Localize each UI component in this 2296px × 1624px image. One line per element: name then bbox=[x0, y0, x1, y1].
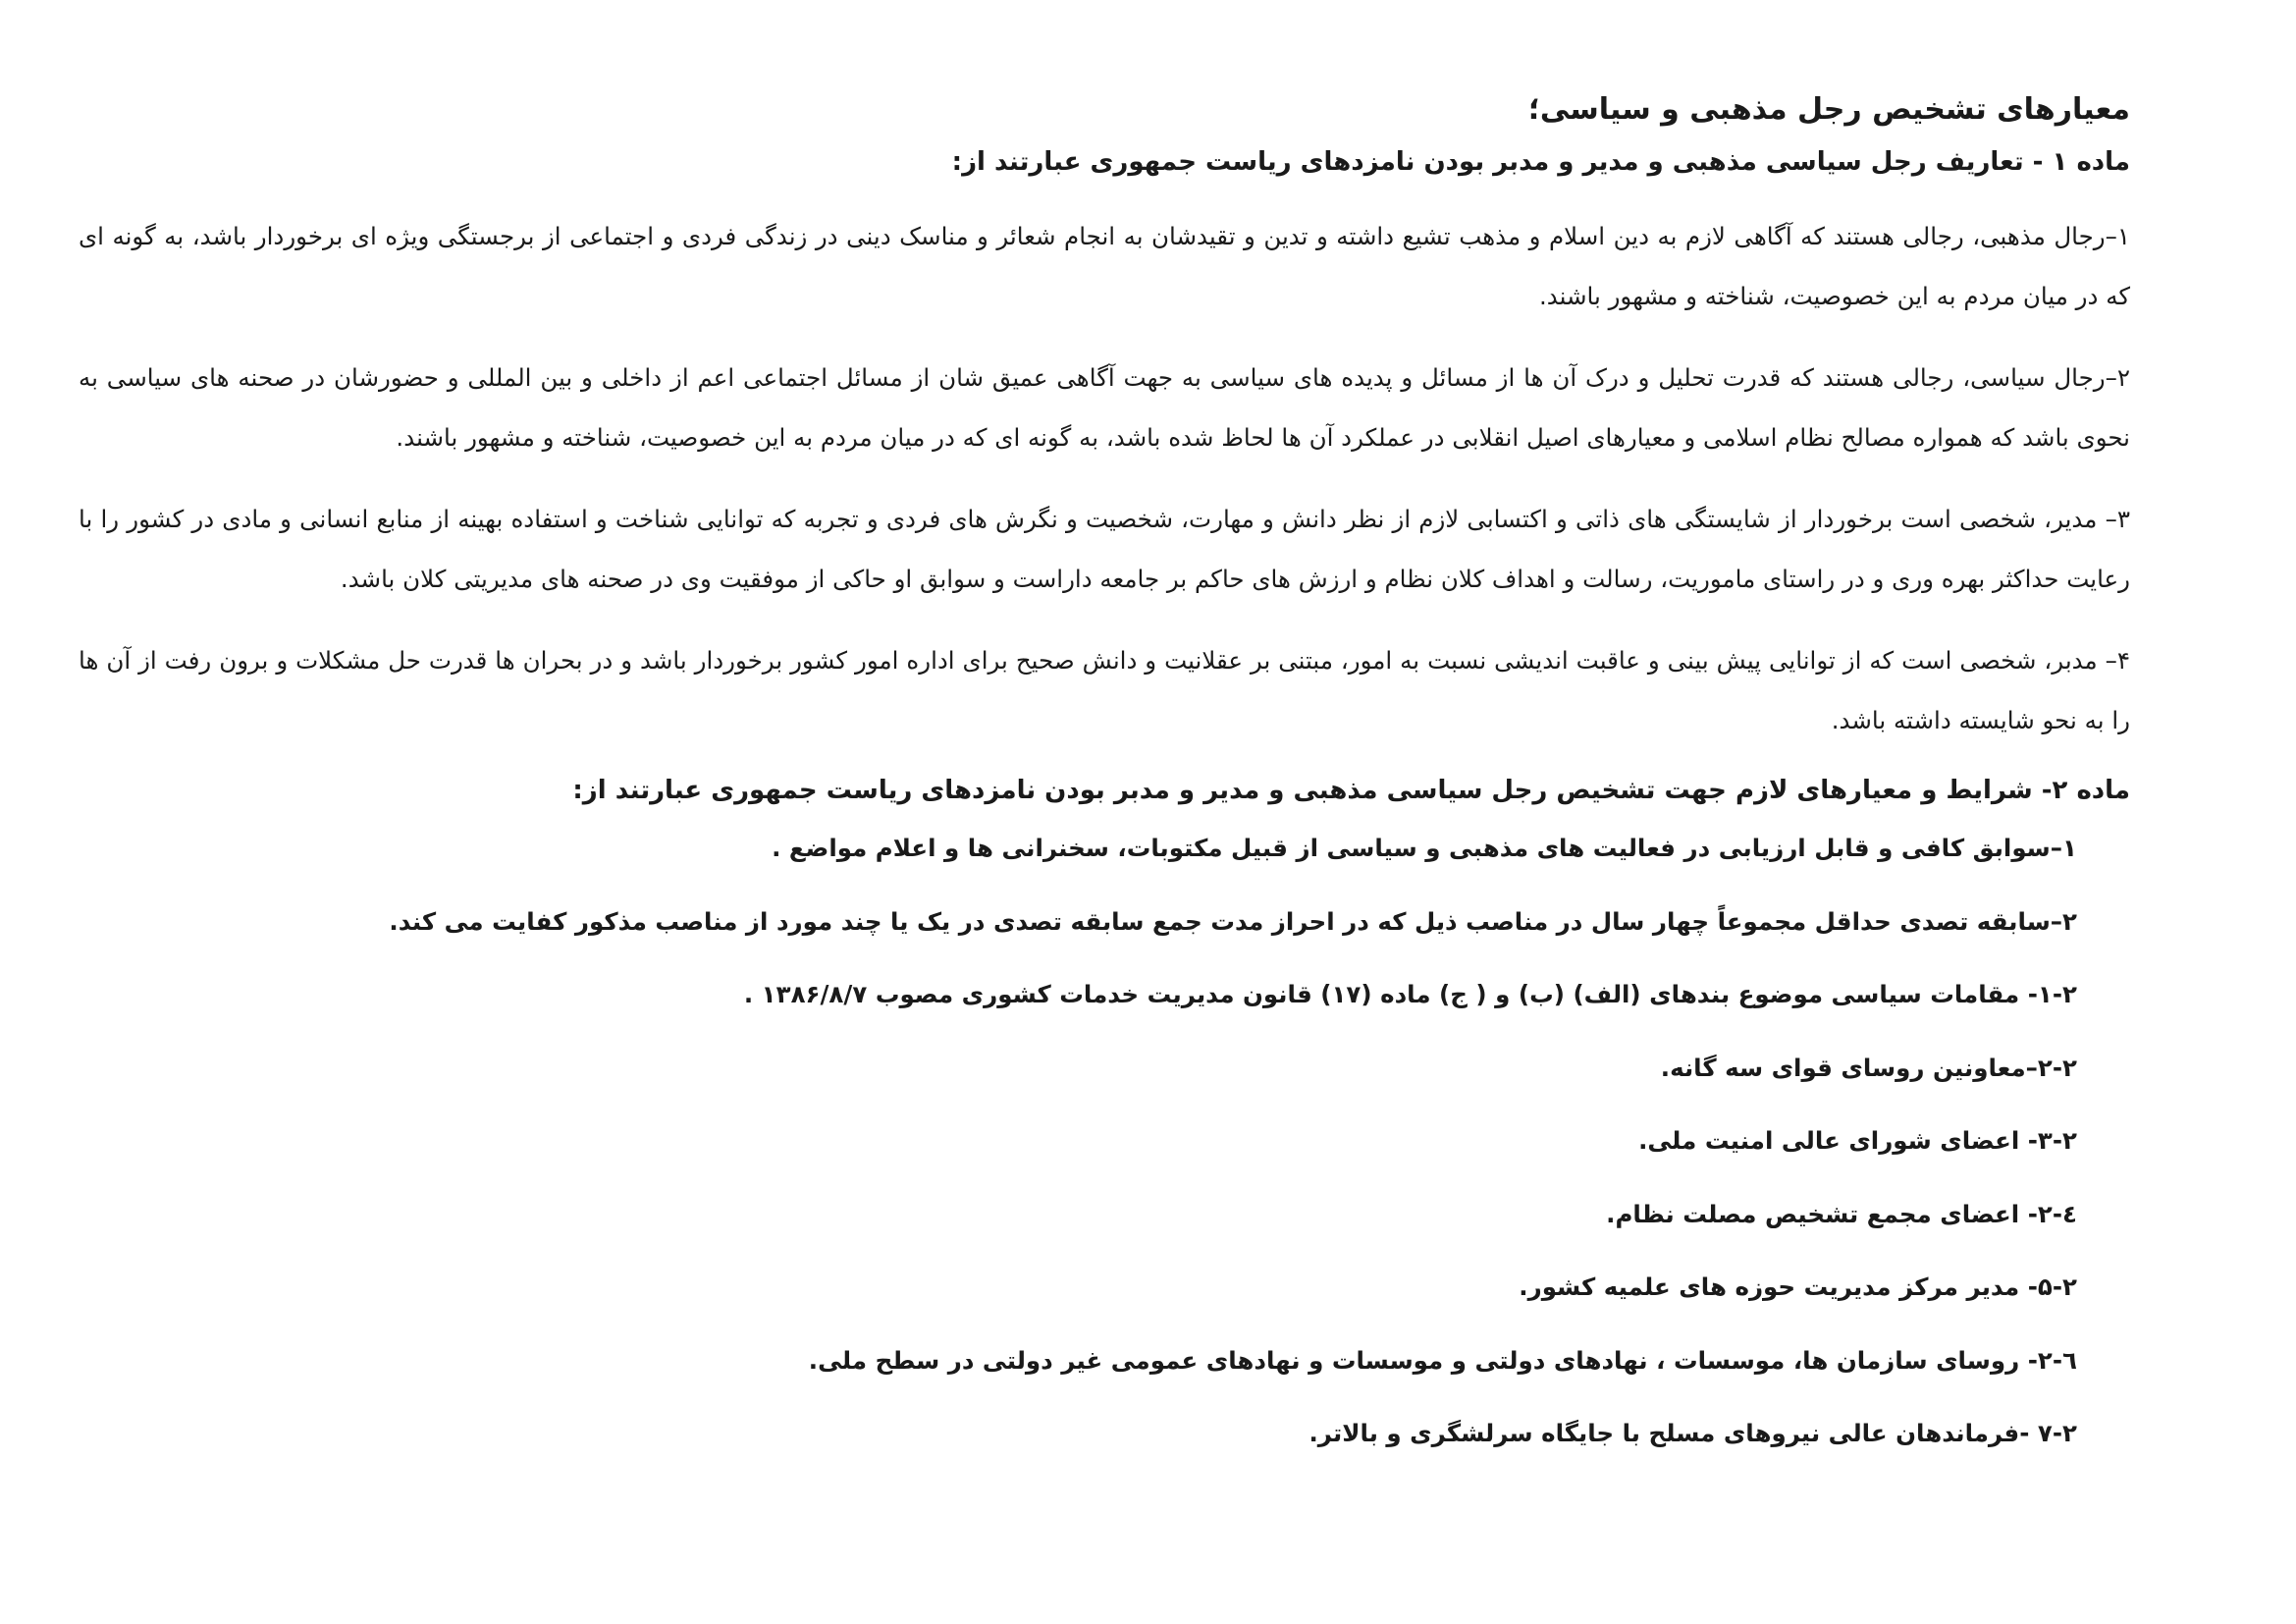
article-2-item: ٦-۲- روسای سازمان ها، موسسات ، نهادهای دولتی و موسسات و نهادهای عمومی غیر دولتی در سطح ملی. bbox=[808, 1345, 2077, 1375]
article-2-item: ۱-۲- مقامات سیاسی موضوع بندهای (الف) (ب) و ( ج) ماده (۱۷) قانون مدیریت خدمات کشوری مصوب ۱۳۸۶/۸/۷ . bbox=[743, 980, 2077, 1008]
article-1-paragraph-4: ۴– مدبر، شخصی است که از توانایی پیش بینی و عاقبت اندیشی نسبت به امور، مبتنی بر عقلانیت و دانش صحیح برای اداره امور کشور برخوردار باشد و در بحران ها قدرت حل مشکلات و برون رفت از آن ها را به نحو شایسته داشته باشد. bbox=[79, 646, 2130, 734]
article-1-paragraph-2: ۲–رجال سیاسی، رجالی هستند که قدرت تحلیل و درک آن ها از مسائل و پدیده های سیاسی به جهت آگاهی عمیق شان از مسائل اجتماعی اعم از داخلی و بین المللی و حضورشان در صحنه های سیاسی به نحوی باشد که همواره مصالح نظام اسلامی و معیارهای اصیل انقلابی در عملکرد آن ها لحاظ شده باشد، به گونه ای که در میان مردم به این خصوصیت، شناخته و مشهور باشند. bbox=[79, 363, 2130, 452]
article-2-item: ۲-۲–معاونین روسای قوای سه گانه. bbox=[1660, 1053, 2077, 1082]
document-title: معیارهای تشخیص رجل مذهبی و سیاسی؛ bbox=[1527, 92, 2130, 127]
article-2-item: ۳-۲- اعضای شورای عالی امنیت ملی. bbox=[1638, 1126, 2077, 1155]
article-2-item: ٤-۲- اعضای مجمع تشخیص مصلت نظام. bbox=[1606, 1199, 2077, 1228]
document-page bbox=[79, 86, 2130, 1489]
article-2-item: ۲–سابقه تصدی حداقل مجموعاً چهار سال در مناصب ذیل که در احراز مدت جمع سابقه تصدی در یک یا چند مورد از مناصب مذکور کفایت می کند. bbox=[389, 906, 2077, 936]
article-2-heading: ماده ۲- شرایط و معیارهای لازم جهت تشخیص رجل سیاسی مذهبی و مدیر و مدبر بودن نامزدهای ریاست جمهوری عبارتند از: bbox=[572, 776, 2130, 805]
article-2-item: ۷-۲ -فرماندهان عالی نیروهای مسلح با جایگاه سرلشگری و بالاتر. bbox=[1308, 1419, 2077, 1447]
article-1-paragraph-3: ۳– مدیر، شخصی است برخوردار از شایستگی های ذاتی و اکتسابی لازم از نظر دانش و مهارت، شخصیت و نگرش های فردی و تجربه که توانایی شناخت و استفاده بهینه از منابع انسانی و مادی در کشور را با رعایت حداکثر بهره وری و در راستای ماموریت، رسالت و اهداف کلان نظام و ارزش های حاکم بر جامعه داراست و سوابق او حاکی از موفقیت وی در صحنه های مدیریتی کلان باشد. bbox=[79, 505, 2130, 593]
article-2-item: ۱–سوابق کافی و قابل ارزیابی در فعالیت های مذهبی و سیاسی از قبیل مکتوبات، سخنرانی ها و اعلام مواضع . bbox=[772, 834, 2077, 862]
article-2-item: ۵-۲- مدیر مرکز مدیریت حوزه های علمیه کشور. bbox=[1519, 1272, 2077, 1301]
article-2-items-list bbox=[79, 831, 2130, 1451]
article-1-heading: ماده ۱ - تعاریف رجل سیاسی مذهبی و مدیر و مدبر بودن نامزدهای ریاست جمهوری عبارتند از: bbox=[951, 147, 2130, 177]
article-1-paragraph-1: ۱–رجال مذهبی، رجالی هستند که آگاهی لازم به دین اسلام و مذهب تشیع داشته و تدین و تقیدشان به انجام شعائر و مناسک دینی در زندگی فردی و اجتماعی از برجستگی ویژه ای برخوردار باشد، به گونه ای که در میان مردم به این خصوصیت، شناخته و مشهور باشند. bbox=[79, 222, 2130, 310]
